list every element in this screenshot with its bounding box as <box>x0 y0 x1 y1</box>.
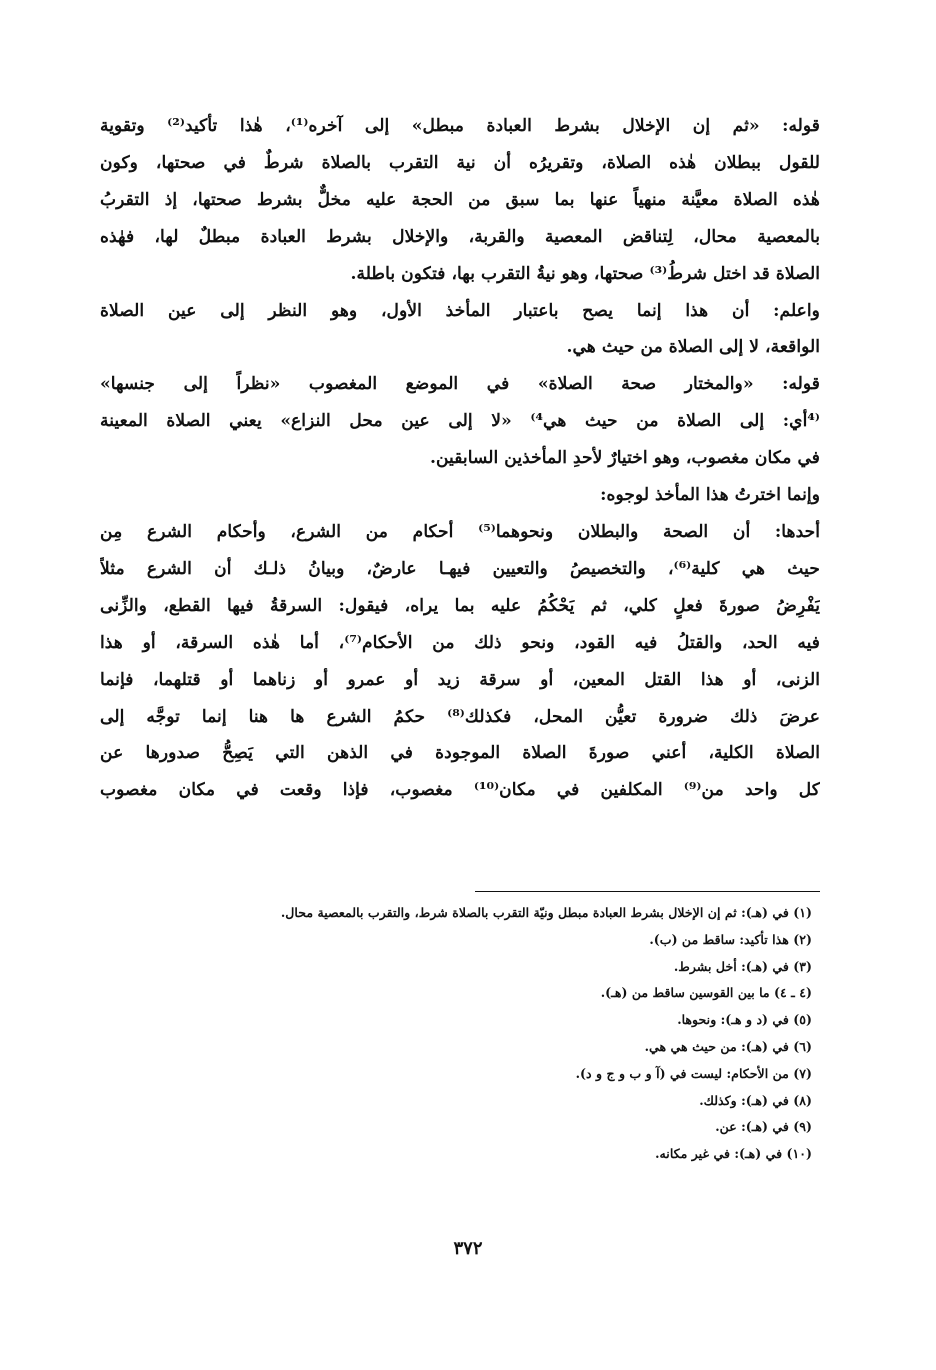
text-line: الصلاة الكلية، أعني صورةَ الصلاة الموجودة في الذهن التي يَصِحُّ صدورها عن <box>100 743 820 764</box>
footnote: (٧) من الأحكام: ليست في (آ و ب و ج و د). <box>575 1065 812 1081</box>
text-line: فيه الحد، والقتلُ فيه القود، ونحو ذلك من الأحكام⁽⁷⁾، أما هٰذه السرقة، أو هذا <box>100 632 820 653</box>
text-line: الصلاة قد اختل شرطُ⁽³⁾ صحتها، وهو نيةُ التقرب بها، فتكون باطلة. <box>350 263 820 284</box>
text-line: هٰذه الصلاة معيَّنة منهياً عنها بما سبق من الحجة عليه مخلٌّ بشرط صحتها، إذ التقربُ <box>100 189 820 210</box>
page-number: ٣٧٢ <box>453 1238 483 1259</box>
main-text-block <box>100 108 820 809</box>
text-line: ⁽⁴أي: إلى الصلاة من حيث هي⁴⁾ «لا إلى عين محل النزاع» يعني الصلاة المعينة <box>100 411 820 432</box>
text-line: الواقعة، لا إلى الصلاة من حيث هي. <box>566 337 820 358</box>
text-line: قوله: «ثم إن الإخلال بشرط العبادة مبطل» إلى آخره⁽¹⁾، هٰذا تأكيد⁽²⁾ وتقوية <box>100 116 820 136</box>
footnote: (٤ ـ ٤) ما بين القوسين ساقط من (هـ). <box>600 985 812 1001</box>
footnote: (٢) هذا تأكيد: ساقط من (ب). <box>649 931 812 947</box>
text-line: كل واحد من⁽⁹⁾ المكلفين في مكان⁽¹⁰⁾ مغصوب، فإذا وقعت في مكان مغصوب <box>100 780 820 801</box>
text-line: للقول ببطلان هٰذه الصلاة، وتقريرُه أن نية التقرب بالصلاة شرطٌ في صحتها، وكون <box>100 152 820 173</box>
text-line: واعلم: أن هذا إنما يصح باعتبار المأخذ الأول، وهو النظر إلى عين الصلاة <box>100 300 820 321</box>
text-line: الزنى، أو هذا القتل المعين، أو سرقة زيد أو عمرو أو زناهما أو قتلهما، فإنما <box>100 669 820 690</box>
text-line: يَفْرِضُ صورةَ فعلٍ كلي، ثم يَحْكُمُ عليه بما يراه، فيقول: السرقةُ فيها القطع، والزِّنى <box>100 595 820 616</box>
text-line: وإنما اخترتُ هذا المأخذ لوجوه: <box>600 485 820 506</box>
footnote: (٥) في (د و هـ): ونحوها. <box>677 1012 812 1028</box>
text-line: أحدها: أن الصحة والبطلان ونحوهما⁽⁵⁾ أحكام من الشرع، وأحكام الشرع مِن <box>100 521 820 542</box>
text-line: قوله: «والمختار صحة الصلاة» في الموضع المغصوب «نظراً إلى جنسها» <box>100 374 820 395</box>
text-line: حيث هي كلية⁽⁶⁾، والتخصيصُ والتعيين فيهـا عارضٌ، وبيانُ ذلـك أن الشرع مثلاً <box>100 558 820 579</box>
text-line: بالمعصية محال، لِتناقض المعصية والقربة، والإخلال بشرط العبادة مبطلٌ لها، فهٰذه <box>100 226 820 247</box>
footnote: (١) في (هـ): ثم إن الإخلال بشرط العبادة مبطل ونيّة التقرب بالصلاة شرط، والتقرب بالمعصية محال. <box>280 905 812 920</box>
footnotes-block <box>100 900 812 1168</box>
text-line: في مكان مغصوب، وهو اختيارٌ لأحدِ المأخذين السابقين. <box>429 448 820 469</box>
footnote: (٨) في (هـ): وكذلك. <box>699 1092 812 1108</box>
footnote-separator <box>475 891 820 892</box>
footnote: (٩) في (هـ): عن. <box>715 1119 812 1135</box>
footnote: (٦) في (هـ): من حيث هي هي. <box>644 1038 812 1054</box>
footnote: (٣) في (هـ): أخل بشرط. <box>673 958 812 974</box>
text-line: عرضَ ذلك ضرورة تعيُّن المحل، فكذلك⁽⁸⁾ حكمُ الشرع ها هنا إنما توجَّه إلى <box>100 706 820 727</box>
footnote: (١٠) في (هـ): في غير مكانه. <box>655 1146 812 1162</box>
